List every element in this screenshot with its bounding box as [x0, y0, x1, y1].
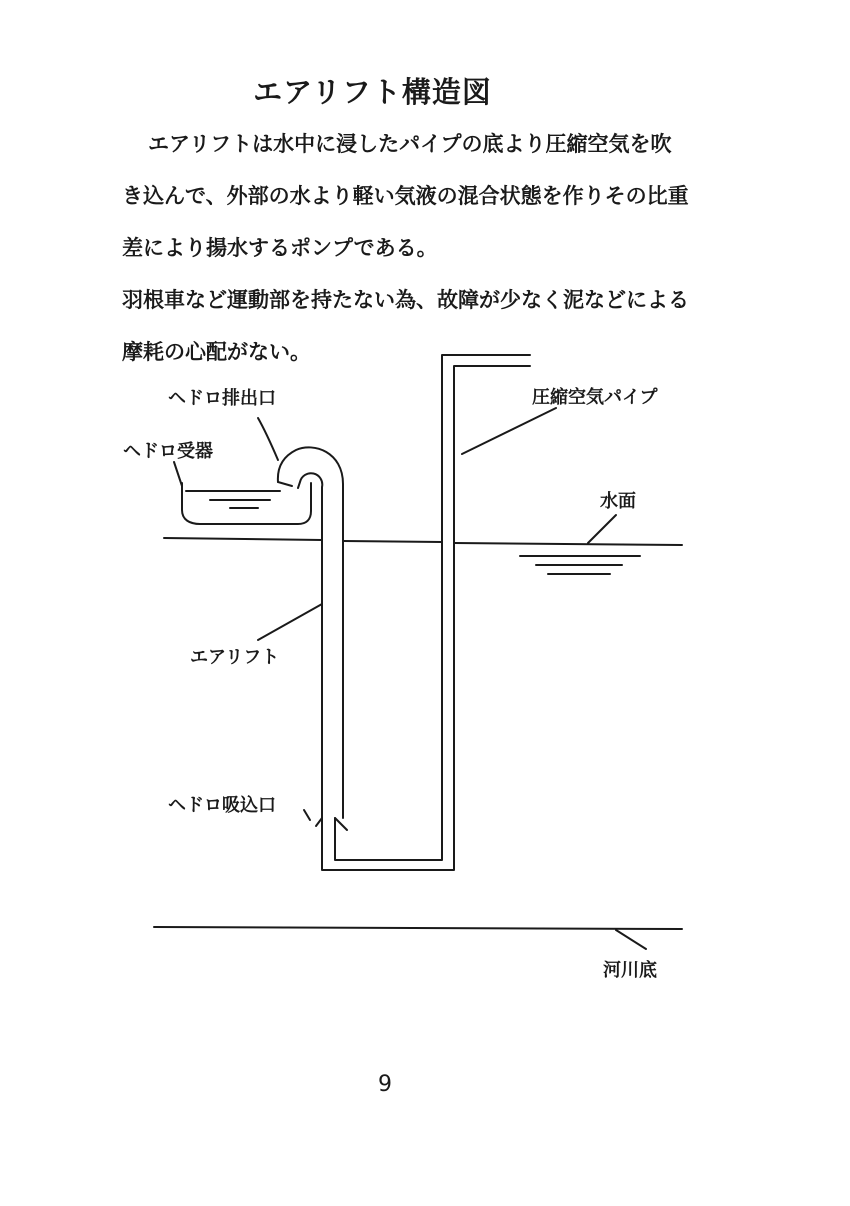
leader-sludge-receiver	[174, 462, 182, 486]
leader-sludge-intake	[304, 810, 310, 820]
paragraph-1-line-1: エアリフトは水中に浸したパイプの底より圧縮空気を吹	[148, 132, 672, 156]
sludge-receiver-tray	[182, 483, 311, 524]
leader-riverbed	[616, 930, 646, 949]
riverbed-line	[154, 927, 682, 929]
leader-sludge-outlet	[258, 418, 278, 460]
label-sludge-outlet: ヘドロ排出口	[168, 388, 276, 409]
page-number: 9	[378, 1072, 392, 1097]
label-water-surface: 水面	[600, 491, 636, 512]
water-surface-line	[164, 538, 682, 574]
label-riverbed: 河川底	[603, 960, 657, 981]
paragraph-2-line-2: 摩耗の心配がない。	[122, 340, 311, 364]
leader-lines	[174, 408, 646, 949]
paragraph-2-line-1: 羽根車など運動部を持たない為、故障が少なく泥などによる	[122, 288, 689, 312]
label-airlift: エアリフト	[190, 647, 280, 668]
label-compressed-air-pipe: 圧縮空気パイプ	[532, 387, 658, 408]
compressed-air-pipe	[322, 355, 530, 870]
leader-compressed-air-pipe	[462, 408, 556, 454]
paragraph-1-line-2: き込んで、外部の水より軽い気液の混合状態を作りその比重	[122, 184, 689, 208]
paragraph-1-line-3: 差により揚水するポンプである。	[122, 236, 438, 260]
leader-water-surface	[588, 515, 616, 543]
leader-airlift	[258, 604, 322, 640]
label-sludge-receiver: ヘドロ受器	[123, 441, 213, 462]
page-title: エアリフト構造図	[253, 75, 492, 109]
label-sludge-intake: ヘドロ吸込口	[168, 795, 276, 816]
airlift-pipe	[278, 447, 347, 830]
